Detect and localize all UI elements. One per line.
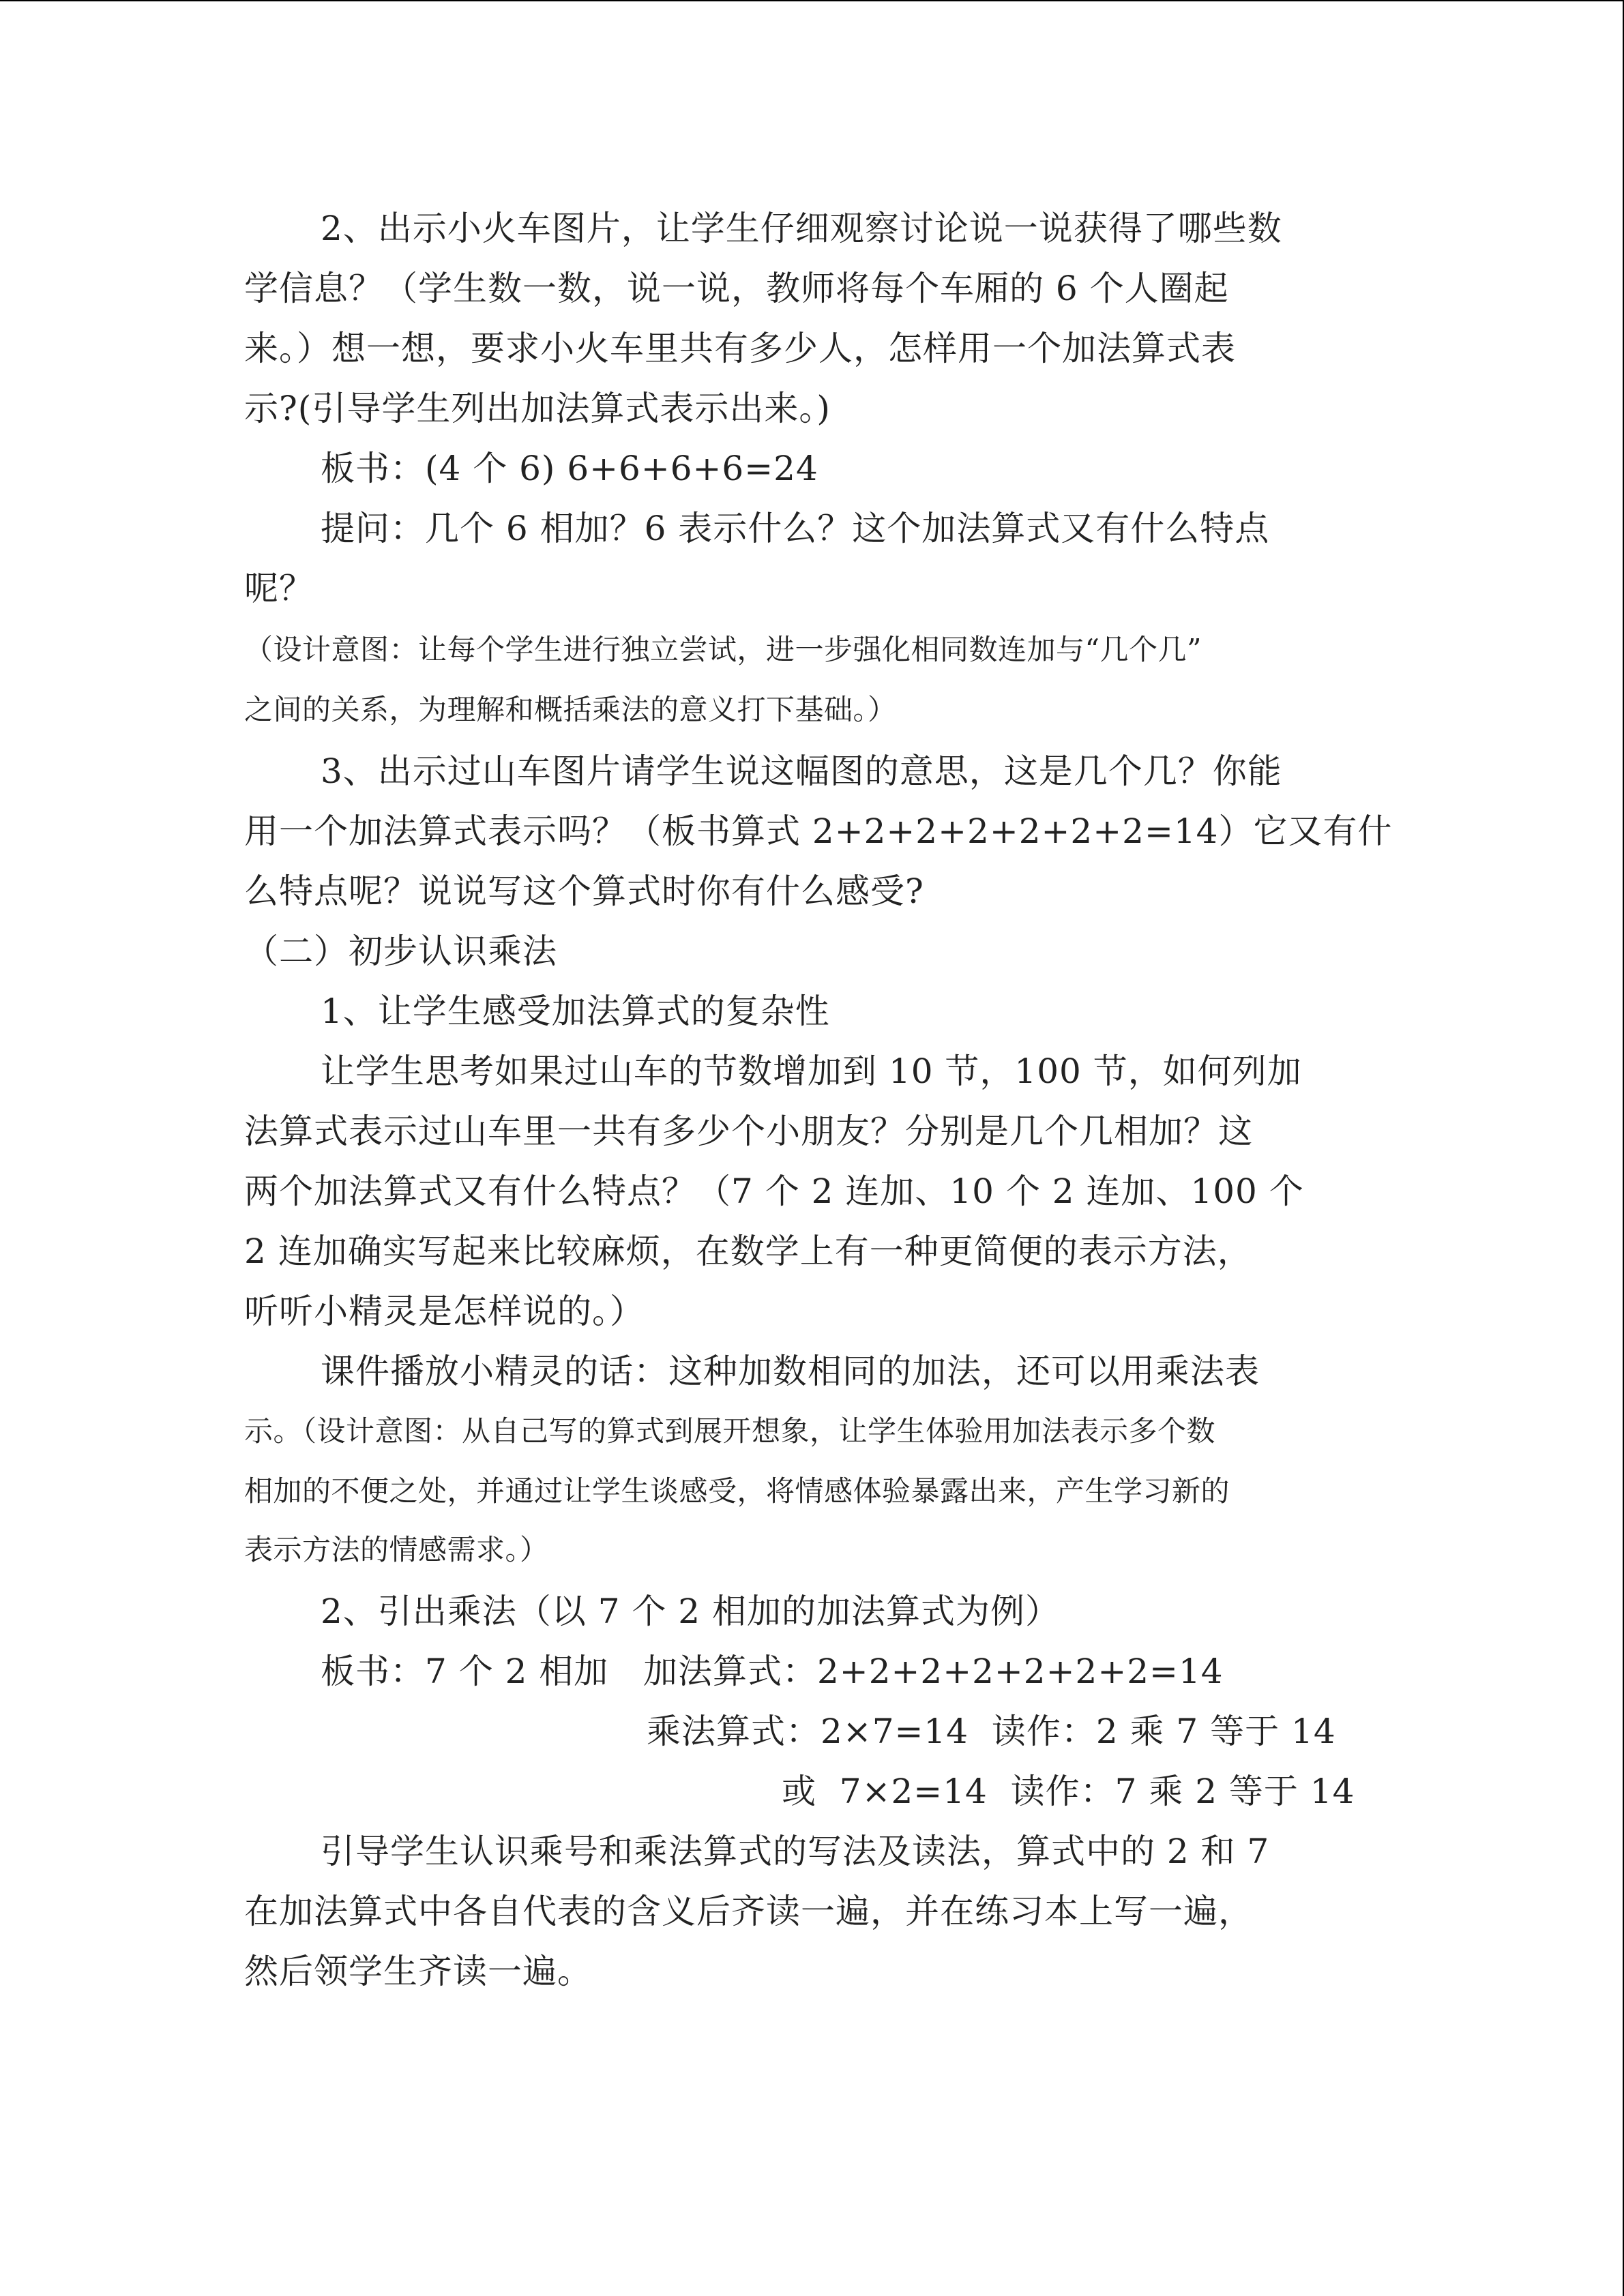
design-intent-line: 之间的关系，为理解和概括乘法的意义打下基础。） [244, 693, 897, 726]
paragraph-line: 么特点呢？说说写这个算式时你有什么感受? [244, 871, 924, 911]
paragraph-line: 课件播放小精灵的话：这种加数相同的加法，还可以用乘法表 [321, 1352, 1260, 1391]
paragraph-line: 然后领学生齐读一遍。 [244, 1952, 592, 1991]
paragraph-line: 用一个加法算式表示吗？（板书算式 2+2+2+2+2+2+2=14）它又有什 [244, 811, 1393, 851]
paragraph-line: 2、出示小火车图片，让学生仔细观察讨论说一说获得了哪些数 [321, 209, 1282, 248]
board-note: 乘法算式：2×7=14 读作：2 乘 7 等于 14 [647, 1712, 1336, 1751]
paragraph-line: 2 连加确实写起来比较麻烦，在数学上有一种更简便的表示方法， [244, 1232, 1252, 1271]
paragraph-line: 示?(引导学生列出加法算式表示出来。) [244, 389, 831, 428]
design-intent-line: （设计意图：让每个学生进行独立尝试，进一步强化相同数连加与“几个几” [244, 633, 1202, 666]
question-line: 提问：几个 6 相加？6 表示什么？这个加法算式又有什么特点 [321, 509, 1270, 548]
paragraph-line: 3、出示过山车图片请学生说这幅图的意思，这是几个几？你能 [321, 751, 1282, 791]
design-intent-line: 示。（设计意图：从自己写的算式到展开想象，让学生体验用加法表示多个数 [244, 1414, 1216, 1448]
paragraph-line: 两个加法算式又有什么特点？（7 个 2 连加、10 个 2 连加、100 个 [244, 1172, 1304, 1211]
subsection-heading: 1、让学生感受加法算式的复杂性 [321, 992, 830, 1031]
design-intent-line: 相加的不便之处，并通过让学生谈感受，将情感体验暴露出来，产生学习新的 [244, 1474, 1230, 1508]
question-line: 呢？ [244, 569, 314, 608]
paragraph-line: 在加法算式中各自代表的含义后齐读一遍，并在练习本上写一遍， [244, 1892, 1253, 1931]
paragraph-line: 法算式表示过山车里一共有多少个小朋友？分别是几个几相加？这 [244, 1112, 1253, 1151]
paragraph-line: 引导学生认识乘号和乘法算式的写法及读法，算式中的 2 和 7 [321, 1832, 1270, 1871]
paragraph-line: 让学生思考如果过山车的节数增加到 10 节，100 节，如何列加 [321, 1052, 1302, 1091]
board-note: 板书：(4 个 6) 6+6+6+6=24 [321, 449, 818, 488]
paragraph-line: 来。）想一想，要求小火车里共有多少人，怎样用一个加法算式表 [244, 329, 1236, 368]
design-intent-line: 表示方法的情感需求。） [244, 1533, 549, 1566]
section-heading: （二）初步认识乘法 [244, 931, 557, 971]
subsection-heading: 2、引出乘法（以 7 个 2 相加的加法算式为例） [321, 1592, 1061, 1631]
board-note: 板书：7 个 2 相加 加法算式：2+2+2+2+2+2+2=14 [321, 1652, 1224, 1691]
paragraph-line: 学信息？（学生数一数，说一说，教师将每个车厢的 6 个人圈起 [244, 269, 1229, 308]
board-note: 或 7×2=14 读作：7 乘 2 等于 14 [782, 1772, 1355, 1811]
paragraph-line: 听听小精灵是怎样说的。） [244, 1292, 645, 1331]
